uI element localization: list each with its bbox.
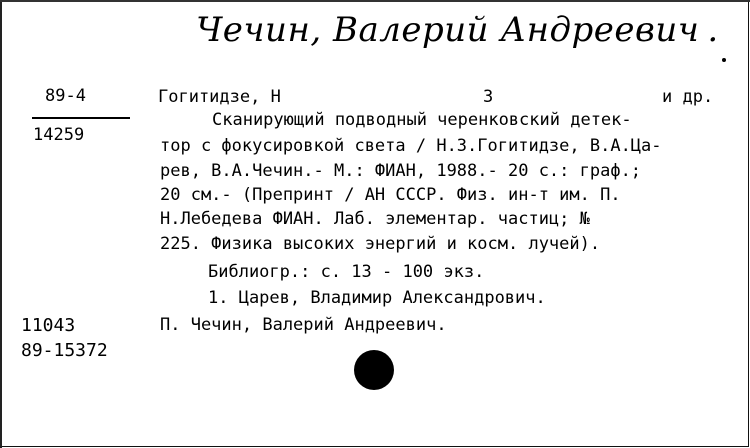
shelf-mark-rule	[32, 117, 130, 119]
handwritten-heading	[196, 10, 719, 60]
entry-line-4: 20 см.- (Препринт / АН СССР. Физ. ин-т им. П.	[160, 185, 621, 205]
entry-line-1: Сканирующий подводный черенковский детек-	[212, 110, 632, 130]
entry-bibliography: Библиогр.: с. 13 - 100 экз.	[208, 262, 485, 282]
entry-number: 3	[483, 87, 494, 107]
entry-tracing-2: П. Чечин, Валерий Андреевич.	[160, 315, 447, 335]
shelf-mark-bottom: 14259	[33, 125, 85, 145]
accession-code-1: 11043	[21, 315, 76, 336]
ink-speck	[722, 58, 726, 62]
entry-line-6: 225. Физика высоких энергий и косм. лучей).	[160, 234, 601, 254]
entry-etal: и др.	[662, 87, 714, 107]
entry-author: Гогитидзе, Н	[158, 87, 281, 107]
accession-code-2: 89-15372	[21, 340, 108, 361]
heading-dot: .	[707, 10, 719, 50]
entry-line-2: тор с фокусировкой света / Н.З.Гогитидзе, В.А.Ца-	[160, 136, 662, 156]
entry-tracing-1: 1. Царев, Владимир Александрович.	[208, 288, 546, 308]
entry-line-3: рев, В.А.Чечин.- М.: ФИАН, 1988.- 20 с.: граф.;	[160, 161, 642, 181]
card-punch-hole	[354, 350, 394, 390]
heading-name: Чечин, Валерий Андреевич	[196, 10, 700, 50]
shelf-mark-top: 89-4	[45, 86, 86, 106]
entry-line-5: Н.Лебедева ФИАН. Лаб. элементар. частиц; №	[160, 209, 590, 229]
